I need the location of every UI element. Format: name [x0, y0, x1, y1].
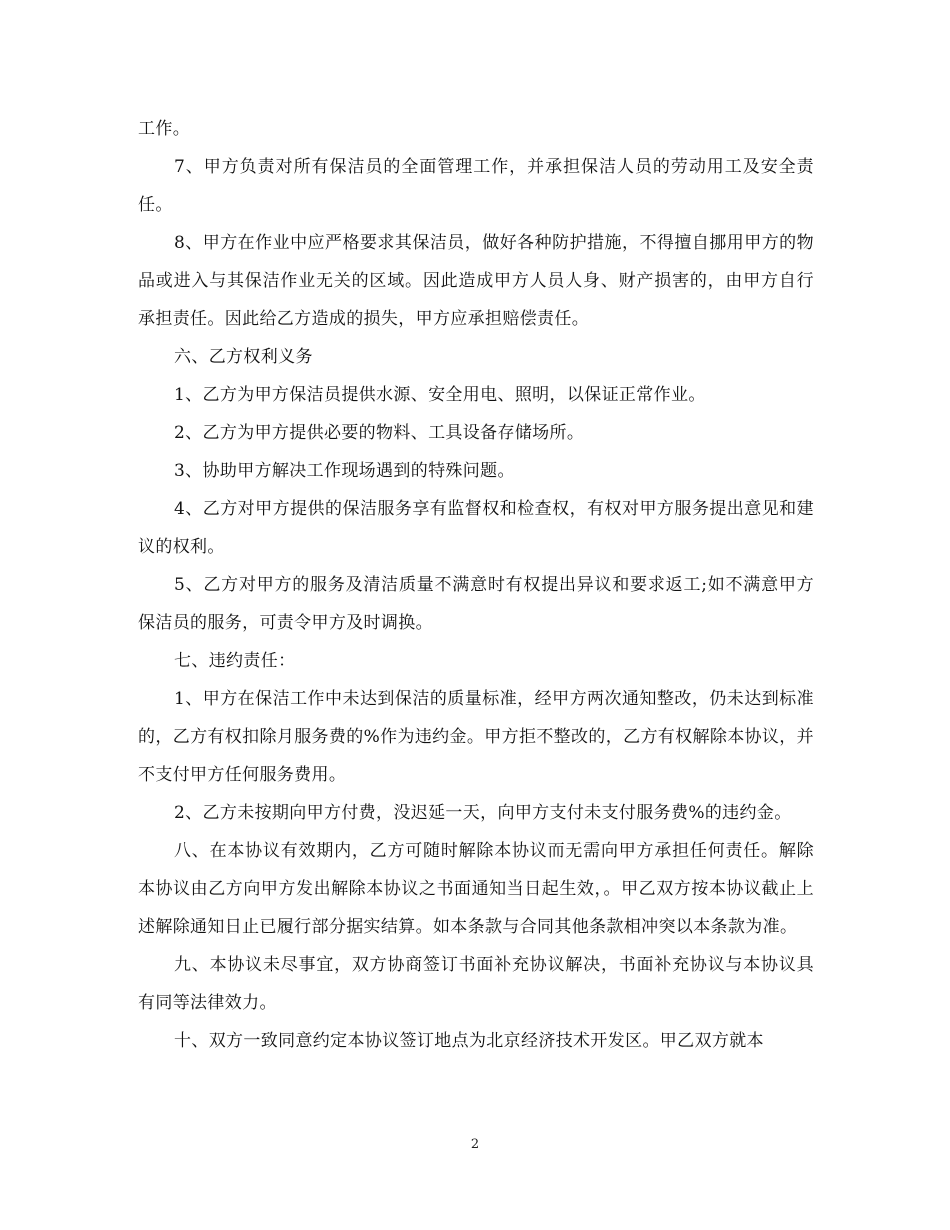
section-heading-six: 六、乙方权利义务: [174, 347, 313, 367]
paragraph-six-item-1: 1、乙方为甲方保洁员提供水源、安全用电、照明，以保证正常作业。: [174, 385, 706, 405]
paragraph-seven-item-2: 2、乙方未按期向甲方付费，没迟延一天，向甲方支付未支付服务费%的违约金。: [174, 803, 792, 823]
section-heading-seven: 七、违约责任：: [174, 651, 296, 671]
paragraph-six-item-5: 5、乙方对甲方的服务及清洁质量不满意时有权提出异议和要求返工;如不满意甲方保洁员的服务，可责令甲方及时调换。: [138, 575, 814, 633]
section-nine: 九、本协议未尽事宜，双方协商签订书面补充协议解决，书面补充协议与本协议具有同等法律效力。: [138, 955, 814, 1013]
paragraph-continuation: 工作。: [138, 119, 191, 139]
document-body: [138, 110, 814, 1060]
section-eight: 八、在本协议有效期内，乙方可随时解除本协议而无需向甲方承担任何责任。解除本协议由乙方向甲方发出解除本协议之书面通知当日起生效，。甲乙双方按本协议截止上述解除通知日止已履行部分据实结算。如本条款与合同其他条款相冲突以本条款为准。: [138, 841, 814, 937]
paragraph-six-item-2: 2、乙方为甲方提供必要的物料、工具设备存储场所。: [174, 423, 585, 443]
paragraph-clause-8: 8、甲方在作业中应严格要求其保洁员，做好各种防护措施，不得擅自挪用甲方的物品或进入与其保洁作业无关的区域。因此造成甲方人员人身、财产损害的，由甲方自行承担责任。因此给乙方造成的损失，甲方应承担赔偿责任。: [138, 233, 814, 329]
paragraph-six-item-3: 3、协助甲方解决工作现场遇到的特殊问题。: [174, 461, 515, 481]
paragraph-six-item-4: 4、乙方对甲方提供的保洁服务享有监督权和检查权，有权对甲方服务提出意见和建议的权利。: [138, 499, 814, 557]
paragraph-clause-7: 7、甲方负责对所有保洁员的全面管理工作，并承担保洁人员的劳动用工及安全责任。: [138, 157, 814, 215]
section-ten: 十、双方一致同意约定本协议签订地点为北京经济技术开发区。甲乙双方就本: [174, 1031, 764, 1051]
page-number: 2: [470, 1137, 480, 1152]
paragraph-seven-item-1: 1、甲方在保洁工作中未达到保洁的质量标准，经甲方两次通知整改，仍未达到标准的，乙方有权扣除月服务费的%作为违约金。甲方拒不整改的，乙方有权解除本协议，并不支付甲方任何服务费用。: [138, 689, 814, 785]
